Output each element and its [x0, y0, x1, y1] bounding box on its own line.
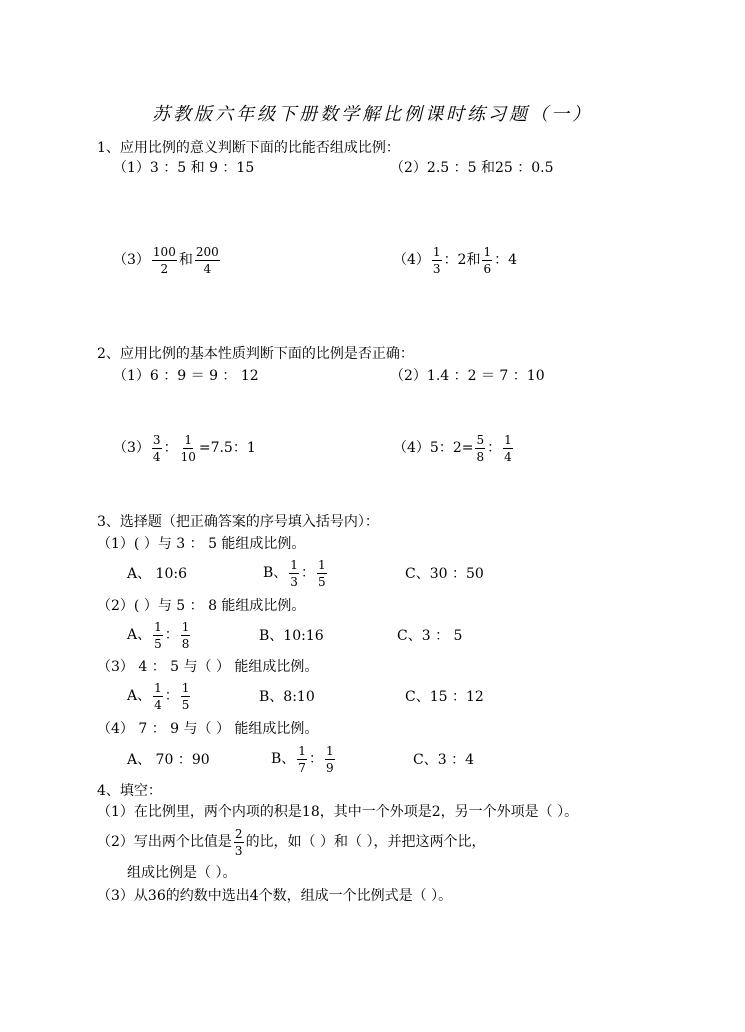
q3-sub-1-option-a: A、 10:6: [127, 566, 187, 582]
colon: ：: [308, 751, 323, 767]
q2-item-2: （2）1.4 ：2 ＝ 7 ：10: [390, 368, 545, 384]
option-label: A、: [127, 627, 152, 643]
denominator: 4: [152, 449, 161, 464]
numerator: 1: [432, 244, 441, 259]
q4-fill-2: [97, 822, 485, 862]
numerator: 5: [476, 432, 485, 447]
q2-item-4: [393, 428, 515, 468]
fraction: [432, 245, 442, 276]
q2-item-3-colon: ：: [163, 440, 178, 456]
q1-item-4-mid: ：2和: [443, 252, 481, 268]
fraction: [482, 245, 492, 276]
fraction: [234, 827, 244, 858]
q1-item-3-mid: 和: [178, 252, 193, 268]
q2-item-3: [113, 428, 256, 468]
denominator: 3: [234, 843, 243, 858]
q1-item-4: [393, 240, 517, 280]
q3-sub-2-option-b: B、10:16: [259, 628, 324, 644]
denominator: 5: [181, 697, 190, 712]
q2-item-4-head: 5：2=: [429, 440, 474, 456]
numerator: 1: [317, 557, 326, 572]
q3-sub-3-option-c: C、15 ：12: [405, 689, 484, 705]
denominator: 8: [181, 636, 190, 651]
option-label: A、: [127, 688, 152, 704]
numerator: 100: [152, 244, 176, 259]
fraction: [325, 744, 335, 775]
numerator: 1: [181, 680, 190, 695]
denominator: 6: [483, 261, 492, 276]
q3-sub-2-option-a: [127, 615, 192, 655]
fraction: [503, 433, 513, 464]
q3-sub-3-stem: （3） 4 ： 5 与（ ） 能组成比例。: [97, 659, 319, 675]
q3-sub-2-stem: （2）( ）与 5 ： 8 能组成比例。: [97, 598, 306, 614]
q3-sub-4-option-b: [271, 739, 337, 779]
q2-heading: 2、应用比例的基本性质判断下面的比例是否正确：: [97, 346, 414, 362]
q1-item-3: [113, 240, 222, 280]
denominator: 4: [203, 261, 212, 276]
fraction: [152, 245, 177, 276]
q4-fill-1: （1）在比例里，两个内项的积是18，其中一个外项是2，另一个外项是（ ）。: [97, 804, 579, 820]
numerator: 1: [154, 619, 162, 634]
denominator: 5: [317, 574, 326, 589]
q3-sub-2-option-c: C、3 ： 5: [397, 628, 463, 644]
denominator: 2: [160, 261, 169, 276]
q3-sub-3-option-b: B、8:10: [259, 689, 315, 705]
fraction: [181, 681, 191, 712]
denominator: 9: [325, 760, 334, 775]
fill-2-post: 的比，如（ ）和（ ），并把这两个比，: [245, 834, 486, 850]
fraction: [297, 744, 307, 775]
numerator: 3: [152, 432, 161, 447]
colon: ：: [300, 565, 315, 581]
denominator: 3: [432, 261, 441, 276]
colon: ：: [164, 688, 179, 704]
q1-heading: 1、应用比例的意义判断下面的比能否组成比例：: [97, 140, 400, 156]
numerator: 1: [181, 619, 190, 634]
q3-heading: 3、选择题（把正确答案的序号填入括号内）：: [97, 514, 379, 530]
numerator: 1: [504, 432, 512, 447]
q3-sub-4-option-c: C、3 ：4: [413, 752, 474, 768]
fill-2-pre: （2）写出两个比值是: [97, 834, 232, 850]
colon: ：: [164, 627, 179, 643]
q2-item-4-colon: ：: [487, 440, 502, 456]
denominator: 4: [154, 697, 162, 712]
q1-item-1: （1）3 ：5 和 9 ：15: [113, 160, 255, 176]
numerator: 200: [195, 244, 219, 259]
numerator: 1: [298, 743, 306, 758]
q3-sub-1-option-b: [263, 553, 329, 593]
denominator: 4: [504, 449, 512, 464]
page-title: 苏教版六年级下册数学解比例课时练习题（一）: [152, 104, 593, 125]
q2-item-1: （1）6 ：9 ＝ 9 ： 12: [113, 368, 259, 384]
q1-item-4-label: （4）: [393, 252, 430, 268]
fraction: [153, 681, 163, 712]
q3-sub-4-stem: （4） 7 ： 9 与（ ） 能组成比例。: [97, 721, 319, 737]
numerator: 1: [325, 743, 334, 758]
q4-fill-2-continued: 组成比例是（ ）。: [127, 865, 237, 881]
q4-heading: 4、填空：: [97, 783, 162, 799]
fraction: [195, 245, 220, 276]
denominator: 5: [154, 636, 162, 651]
q1-item-4-tail: ：4: [494, 252, 518, 268]
q3-sub-3-option-a: [127, 676, 192, 716]
fraction: [289, 558, 299, 589]
q3-sub-4-option-a: A、 70 ：90: [127, 752, 210, 768]
q2-item-3-label: （3）: [113, 440, 150, 456]
numerator: 1: [154, 680, 162, 695]
fraction: [180, 433, 197, 464]
denominator: 10: [180, 449, 196, 464]
fraction: [475, 433, 485, 464]
denominator: 3: [290, 574, 298, 589]
q3-sub-1-stem: （1）( ）与 3 ： 5 能组成比例。: [97, 536, 306, 552]
denominator: 7: [298, 760, 306, 775]
q2-item-3-tail: =7.5：1: [198, 440, 256, 456]
numerator: 1: [184, 432, 193, 447]
numerator: 1: [483, 244, 492, 259]
q4-fill-3: （3）从36的约数中选出4个数，组成一个比例式是（ ）。: [97, 888, 453, 904]
numerator: 1: [290, 557, 298, 572]
denominator: 8: [476, 449, 485, 464]
q2-item-4-label: （4）: [393, 440, 430, 456]
option-label: B、: [271, 751, 296, 767]
fraction: [317, 558, 327, 589]
q1-item-2: （2）2.5 ：5 和25 ：0.5: [390, 160, 554, 176]
q3-sub-1-option-c: C、30 ：50: [405, 566, 484, 582]
fraction: [153, 620, 163, 651]
fraction: [181, 620, 191, 651]
numerator: 2: [234, 826, 243, 841]
fraction: [152, 433, 162, 464]
option-label: B、: [263, 565, 288, 581]
q1-item-3-label: （3）: [113, 252, 150, 268]
